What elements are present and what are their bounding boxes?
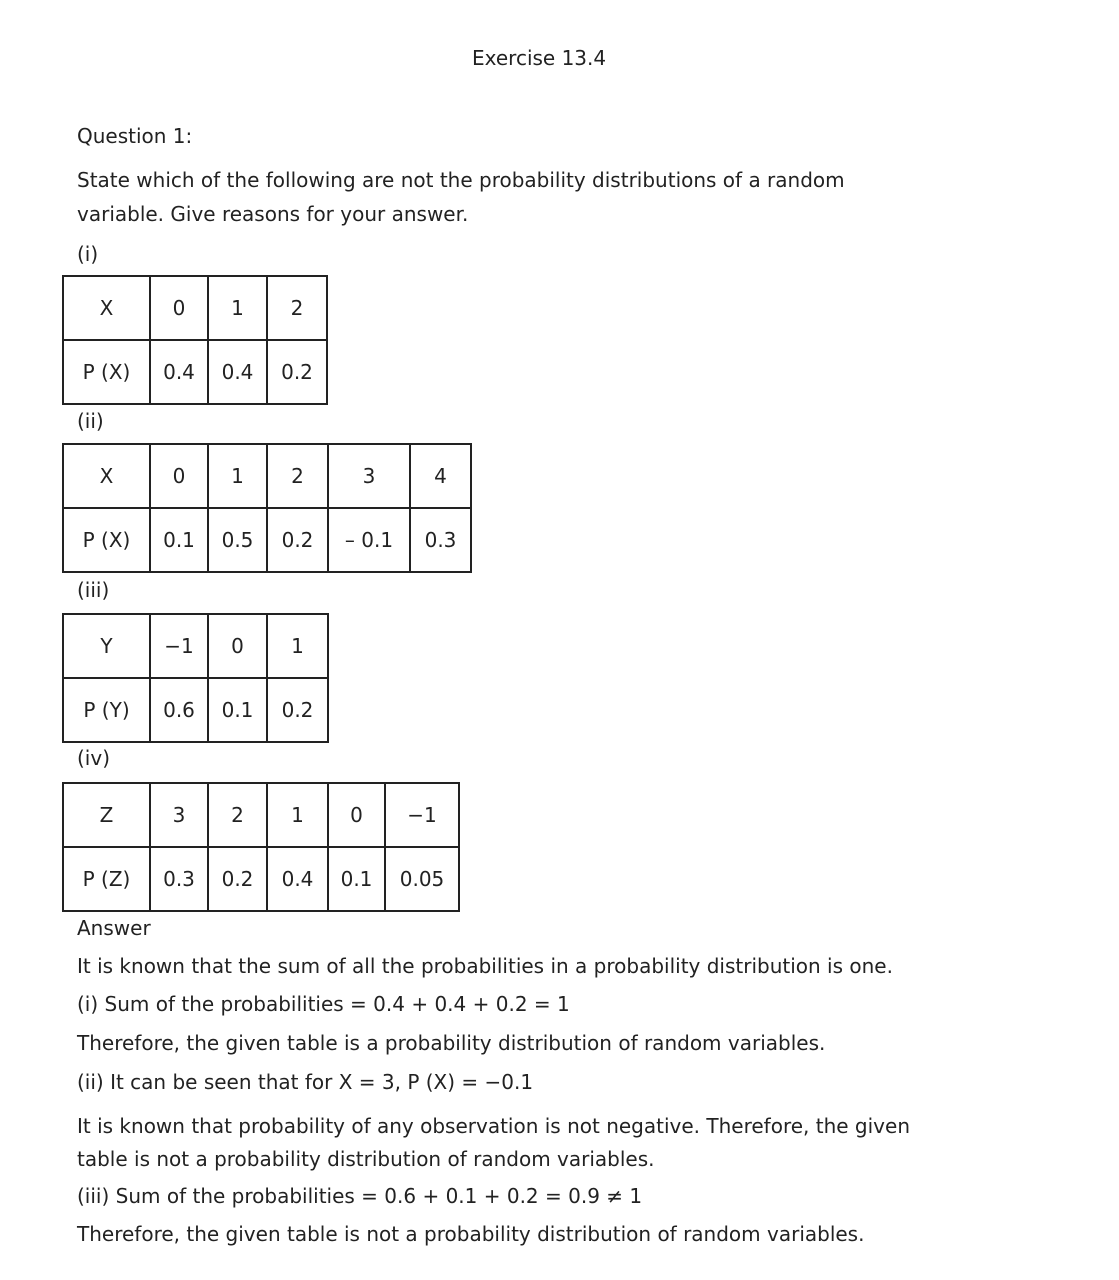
table-cell: 0.1 xyxy=(328,847,385,911)
page-heading: Exercise 13.4 xyxy=(472,46,607,70)
table-cell: 0.4 xyxy=(208,340,267,404)
table-cell: 2 xyxy=(267,276,327,340)
table-label-ii: (ii) xyxy=(77,409,104,433)
table-cell: P (Z) xyxy=(63,847,150,911)
table-label-iii: (iii) xyxy=(77,578,110,602)
table-cell: 0.2 xyxy=(267,508,328,572)
table-cell: 0.3 xyxy=(410,508,471,572)
distribution-table-i xyxy=(62,275,328,405)
question-label: Question 1: xyxy=(77,124,193,148)
table-cell: X xyxy=(63,276,150,340)
table-cell: 3 xyxy=(150,783,208,847)
table-cell: 0.2 xyxy=(208,847,267,911)
table-row-probabilities xyxy=(63,340,327,404)
table-row-values xyxy=(63,444,471,508)
table-cell: 0.4 xyxy=(150,340,208,404)
table-cell: 0 xyxy=(328,783,385,847)
table-cell: 0.2 xyxy=(267,678,328,742)
table-cell: P (X) xyxy=(63,340,150,404)
answer-line-4: (ii) It can be seen that for X = 3, P (X) = −0.1 xyxy=(77,1070,534,1094)
table-row-values xyxy=(63,783,459,847)
distribution-table-iv xyxy=(62,782,460,912)
table-row-probabilities xyxy=(63,678,328,742)
answer-line-3: Therefore, the given table is a probability distribution of random variables. xyxy=(77,1031,826,1055)
table-cell: 3 xyxy=(328,444,410,508)
table-cell: 1 xyxy=(267,783,328,847)
answer-line-7: (iii) Sum of the probabilities = 0.6 + 0.1 + 0.2 = 0.9 ≠ 1 xyxy=(77,1184,643,1208)
table-row-values xyxy=(63,614,328,678)
answer-line-8: Therefore, the given table is not a probability distribution of random variables. xyxy=(77,1222,865,1246)
table-cell: P (Y) xyxy=(63,678,150,742)
answer-line-2: (i) Sum of the probabilities = 0.4 + 0.4 + 0.2 = 1 xyxy=(77,992,570,1016)
table-cell: 2 xyxy=(267,444,328,508)
table-row-probabilities xyxy=(63,508,471,572)
table-cell: – 0.1 xyxy=(328,508,410,572)
table-cell: 0 xyxy=(150,444,208,508)
table-cell: 0.05 xyxy=(385,847,459,911)
table-cell: −1 xyxy=(385,783,459,847)
table-cell: 0.3 xyxy=(150,847,208,911)
table-cell: 0.1 xyxy=(208,678,267,742)
answer-line-1: It is known that the sum of all the probabilities in a probability distribution is one. xyxy=(77,954,893,978)
table-cell: X xyxy=(63,444,150,508)
table-cell: 1 xyxy=(267,614,328,678)
table-label-iv: (iv) xyxy=(77,746,110,770)
table-cell: 1 xyxy=(208,444,267,508)
table-cell: 4 xyxy=(410,444,471,508)
table-cell: 0.5 xyxy=(208,508,267,572)
table-cell: 0.1 xyxy=(150,508,208,572)
table-row-values xyxy=(63,276,327,340)
answer-line-6: table is not a probability distribution of random variables. xyxy=(77,1147,655,1171)
table-cell: Y xyxy=(63,614,150,678)
distribution-table-iii xyxy=(62,613,329,743)
distribution-table-ii xyxy=(62,443,472,573)
table-label-i: (i) xyxy=(77,242,99,266)
question-text-line-1: State which of the following are not the probability distributions of a random xyxy=(77,168,845,192)
table-cell: 0.2 xyxy=(267,340,327,404)
table-cell: 2 xyxy=(208,783,267,847)
table-cell: 0 xyxy=(208,614,267,678)
table-cell: P (X) xyxy=(63,508,150,572)
table-cell: 0.6 xyxy=(150,678,208,742)
table-row-probabilities xyxy=(63,847,459,911)
table-cell: −1 xyxy=(150,614,208,678)
table-cell: 0.4 xyxy=(267,847,328,911)
table-cell: 0 xyxy=(150,276,208,340)
answer-label: Answer xyxy=(77,916,151,940)
answer-line-5: It is known that probability of any observation is not negative. Therefore, the given xyxy=(77,1114,910,1138)
question-text-line-2: variable. Give reasons for your answer. xyxy=(77,202,469,226)
table-cell: Z xyxy=(63,783,150,847)
table-cell: 1 xyxy=(208,276,267,340)
